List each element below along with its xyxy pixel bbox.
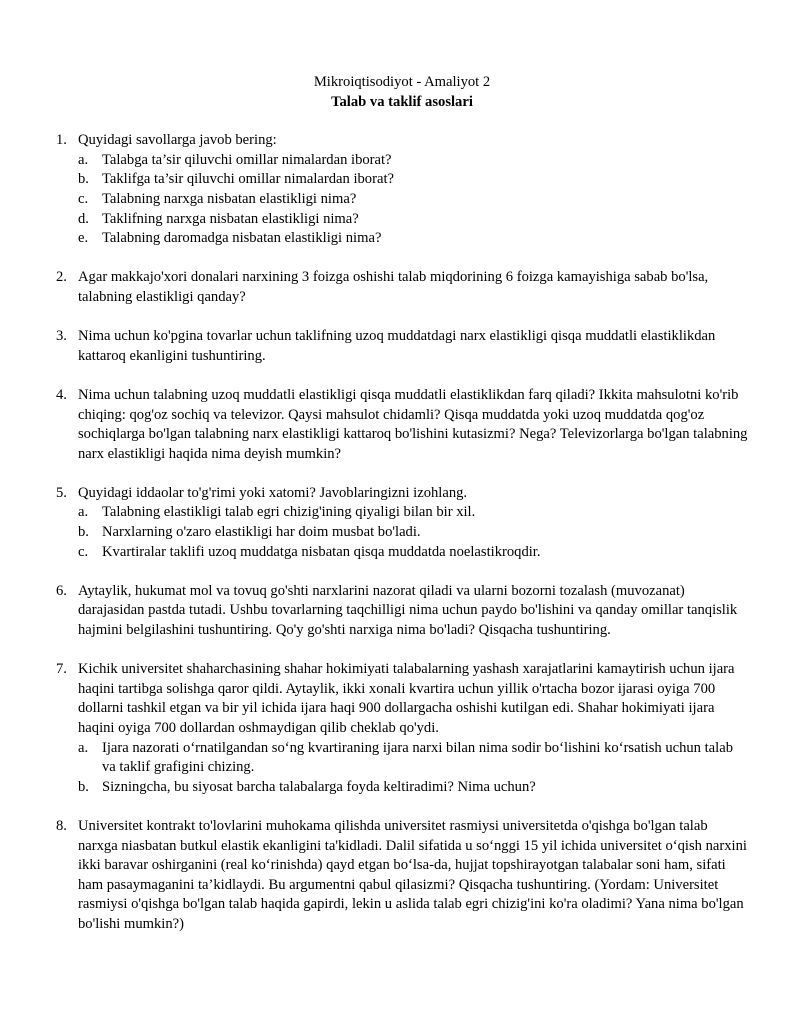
sub-question-text: Talabning narxga nisbatan elastikligi nima? xyxy=(102,190,357,207)
sub-question-item xyxy=(78,151,748,171)
sub-question-letter: c. xyxy=(78,190,89,207)
sub-question-text: Taklifga ta’sir qiluvchi omillar nimalardan iborat? xyxy=(102,171,394,188)
sub-question-letter: a. xyxy=(78,739,89,756)
sub-question-letter: b. xyxy=(78,171,89,188)
sub-question-letter: e. xyxy=(78,230,89,247)
question-number: 1. xyxy=(56,132,67,149)
question-item xyxy=(56,327,748,366)
document-title: Mikroiqtisodiyot - Amaliyot 2 xyxy=(313,74,491,90)
question-text: Nima uchun ko'pgina tovarlar uchun taklifning uzoq muddatdagi narx elastikligi qisqa muddatli elastiklikdan kattaroq ekanligini tushuntiring. xyxy=(78,328,716,364)
question-number: 4. xyxy=(56,386,67,403)
sub-question-item xyxy=(78,170,748,190)
sub-question-list xyxy=(78,503,748,562)
sub-question-letter: d. xyxy=(78,210,89,227)
sub-question-item xyxy=(78,503,748,523)
sub-question-item xyxy=(78,190,748,210)
question-text: Quyidagi savollarga javob bering: xyxy=(78,132,277,149)
sub-question-item xyxy=(78,739,748,778)
question-text: Agar makkajo'xori donalari narxining 3 foizga oshishi talab miqdorining 6 foizga kamayishiga sabab bo'lsa, talabning elastikligi qanday? xyxy=(78,269,709,305)
sub-question-item xyxy=(78,210,748,230)
document-header xyxy=(56,73,748,112)
question-text: Quyidagi iddaolar to'g'rimi yoki xatomi? Javoblaringizni izohlang. xyxy=(78,484,468,501)
sub-question-list xyxy=(78,151,748,249)
sub-question-letter: a. xyxy=(78,151,89,168)
question-number: 6. xyxy=(56,582,67,599)
sub-question-text: Ijara nazorati o‘rnatilgandan so‘ng kvartiraning ijara narxi bilan nima sodir bo‘lishini ko‘rsatish uchun talab va taklif grafigini chizing. xyxy=(102,739,733,776)
sub-question-letter: a. xyxy=(78,504,89,521)
question-text: Aytaylik, hukumat mol va tovuq go'shti narxlarini nazorat qiladi va ularni bozorni tozalash (muvozanat) darajasidan pastda tutadi. Ushbu tovarlarning taqchilligi nima uchun paydo bo'lishini va qanday omillar tanqislik hajmini belgilashini tushuntiring. Qo'y go'shti narxiga nima bo'ladi? Qisqacha tushuntiring. xyxy=(78,582,738,639)
sub-question-text: Talabning elastikligi talab egri chizig'ining qiyaligi bilan bir xil. xyxy=(102,504,476,521)
question-item xyxy=(56,817,748,935)
sub-question-list xyxy=(78,739,748,798)
question-number: 3. xyxy=(56,328,67,345)
question-item xyxy=(56,484,748,562)
sub-question-text: Kvartiralar taklifi uzoq muddatga nisbatan qisqa muddatda noelastikroqdir. xyxy=(102,543,541,560)
question-text: Nima uchun talabning uzoq muddatli elastikligi qisqa muddatli elastiklikdan farq qiladi? Ikkita mahsulotni ko'rib chiqing: qog'oz sochiq va televizor. Qaysi mahsulot chidamli? Qisqa muddatda yoki uzoq muddatda qog'oz sochiqlarga bo'lgan talabning narx elastikligi kattaroq bo'lishini kutasizmi? Nega? Televizorlarga bo'lgan talabning narx elastikligi haqida nima deyish mumkin? xyxy=(78,386,748,462)
question-item xyxy=(56,268,748,307)
sub-question-letter: b. xyxy=(78,778,89,795)
sub-question-text: Talabga ta’sir qiluvchi omillar nimalardan iborat? xyxy=(102,151,392,168)
question-item xyxy=(56,386,748,464)
sub-question-text: Taklifning narxga nisbatan elastikligi nima? xyxy=(102,210,359,227)
document-subtitle: Talab va taklif asoslari xyxy=(331,93,473,110)
sub-question-text: Sizningcha, bu siyosat barcha talabalarga foyda keltiradimi? Nima uchun? xyxy=(102,778,536,795)
question-number: 7. xyxy=(56,661,67,678)
question-item xyxy=(56,131,748,249)
question-item xyxy=(56,660,748,797)
question-list xyxy=(56,131,748,934)
sub-question-item xyxy=(78,523,748,543)
sub-question-item xyxy=(78,229,748,249)
sub-question-item xyxy=(78,778,748,798)
question-number: 8. xyxy=(56,817,67,834)
question-text: Universitet kontrakt to'lovlarini muhokama qilishda universitet rasmiysi universitetda o'qishga bo'lgan talab narxga niasbatan butkul elastik ekanligini ta'kidladi. Dalil sifatida u so‘nggi 15 yil ichida universitet o‘qish narxini ikki baravar oshirganini (real ko‘rinishda) qayd etgan bo‘lsa-da, hujjat topshirayotgan talabalar soni ham, sifati ham pasaymaganini ta’kidlaydi. Bu argumentni qabul qilasizmi? Qisqacha tushuntiring. (Yordam: Universitet rasmiysi o'qishga bo'lgan talab haqida gapirdi, lekin u aslida talab egri chizig'ini ko'ra oladimi? Yana nima bo'lgan bo'lishi mumkin?) xyxy=(78,817,747,932)
question-number: 5. xyxy=(56,484,67,501)
sub-question-item xyxy=(78,543,748,563)
sub-question-text: Talabning daromadga nisbatan elastikligi nima? xyxy=(102,230,382,247)
question-text: Kichik universitet shaharchasining shahar hokimiyati talabalarning yashash xarajatlarini kamaytirish uchun ijara haqini tartibga solishga qaror qildi. Aytaylik, ikki xonali kvartira uchun yillik o'rtacha bozor ijarasi oyiga 700 dollarni tashkil etgan va bir yil ichida ijara haqi 900 dollargacha oshishi kutilgan edi. Shahar hokimiyati ijara haqini oyiga 700 dollardan oshmaydigan qilib cheklab qo'ydi. xyxy=(78,661,735,736)
sub-question-letter: c. xyxy=(78,543,89,560)
sub-question-letter: b. xyxy=(78,524,89,541)
question-item xyxy=(56,582,748,641)
sub-question-text: Narxlarning o'zaro elastikligi har doim musbat bo'ladi. xyxy=(102,524,421,541)
question-number: 2. xyxy=(56,269,67,286)
